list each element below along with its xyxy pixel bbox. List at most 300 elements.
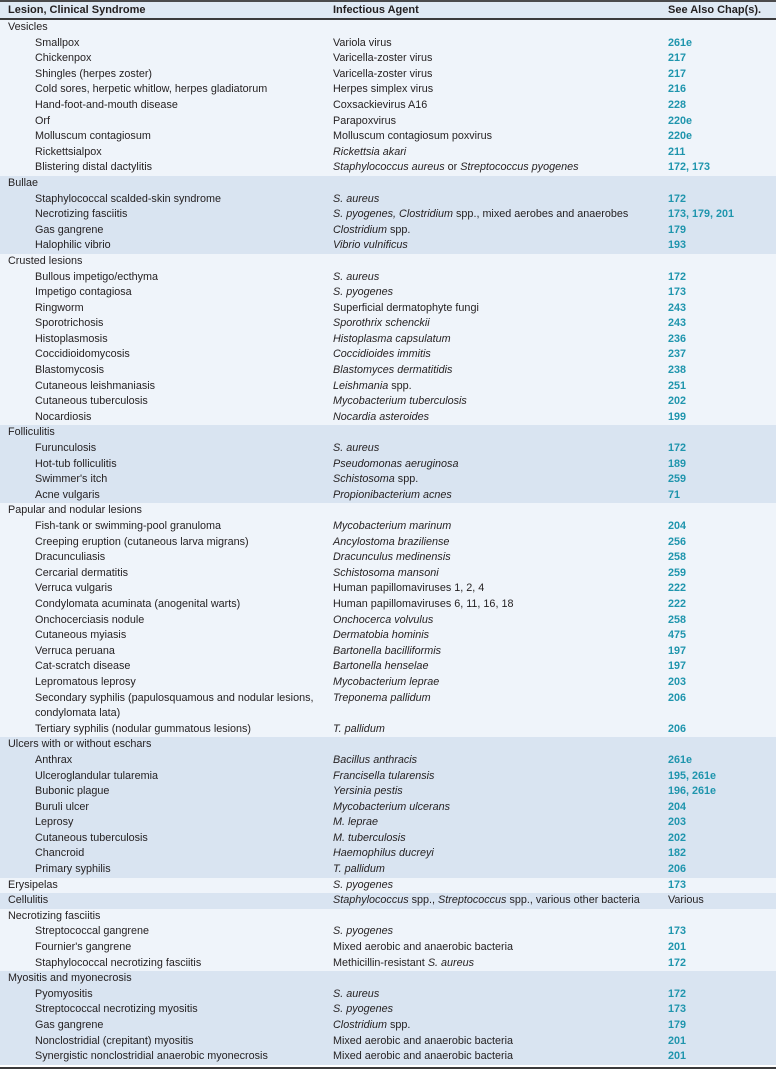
chapter-cell: 216: [668, 83, 687, 96]
section-header-row: [0, 737, 776, 753]
agent-name-roman: or: [444, 161, 461, 174]
table-row: [0, 831, 776, 847]
lesion-cell: Shingles (herpes zoster): [35, 67, 153, 80]
table-row: [0, 82, 776, 98]
section-header-row: [0, 878, 776, 894]
chapter-cell: 179: [668, 1019, 687, 1031]
agent-name-roman: Mixed aerobic and anaerobic bacteria: [333, 941, 514, 954]
chapter-cell: 203: [668, 675, 687, 688]
agent-cell: [333, 114, 668, 130]
lesion-cell: Molluscum contagiosum: [35, 130, 151, 143]
chapter-cell: 189: [668, 457, 687, 470]
agent-cell: [333, 129, 668, 145]
table-row: [0, 192, 776, 208]
agent-cell: [333, 566, 668, 582]
agent-cell: [333, 316, 668, 332]
agent-cell: [333, 1049, 668, 1065]
agent-cell: [333, 846, 668, 862]
agent-cell: [333, 675, 668, 691]
table-row: [0, 1049, 776, 1065]
chapter-cell: 202: [668, 395, 687, 408]
agent-cell: [333, 207, 668, 223]
agent-name-roman: spp.: [394, 473, 419, 486]
table-row: [0, 223, 776, 239]
section-header-row: [0, 176, 776, 192]
table-row: [0, 472, 776, 488]
lesion-cell: Crusted lesions: [8, 254, 83, 267]
chapter-cell: 259: [668, 566, 687, 579]
agent-name-roman: Varicella-zoster virus: [333, 52, 433, 65]
lesion-cell: Smallpox: [35, 36, 80, 49]
agent-cell: [333, 519, 668, 535]
table-row: [0, 800, 776, 816]
table-row: [0, 659, 776, 675]
agent-cell: [333, 722, 668, 738]
lesion-cell: Verruca peruana: [35, 644, 115, 657]
lesion-cell: Acne vulgaris: [35, 488, 100, 501]
lesion-cell: Impetigo contagiosa: [35, 286, 132, 299]
table-row: [0, 628, 776, 644]
chapter-cell: 195, 261e: [668, 769, 717, 782]
table-row: [0, 940, 776, 956]
agent-cell: [333, 67, 668, 83]
agent-name-italic: Clostridium: [333, 223, 387, 236]
agent-cell: [333, 535, 668, 551]
lesion-cell: Rickettsialpox: [35, 145, 102, 158]
chapter-cell: 217: [668, 52, 687, 65]
agent-name-italic: S. aureus: [333, 192, 380, 205]
lesion-cell: Buruli ulcer: [35, 800, 90, 813]
section-necrotizing-fasciitis: [0, 909, 776, 971]
agent-cell: [333, 940, 668, 956]
agent-cell: [333, 301, 668, 317]
lesion-cell: Anthrax: [35, 753, 73, 766]
chapter-cell: 201: [668, 1050, 687, 1063]
chapter-cell: 220e: [668, 130, 693, 143]
agent-name-italic: Schistosoma mansoni: [333, 566, 439, 579]
agent-cell: [333, 379, 668, 395]
agent-cell: [333, 987, 668, 1003]
agent-name-italic: Leishmania: [333, 379, 389, 392]
lesion-cell: Cold sores, herpetic whitlow, herpes gladiatorum: [35, 83, 268, 96]
lesion-cell: Coccidioidomycosis: [35, 348, 130, 361]
table-row: [0, 956, 776, 972]
chapter-cell: 204: [668, 800, 687, 813]
table-row: [0, 1018, 776, 1034]
agent-name-italic: S. aureus: [333, 987, 380, 1000]
chapter-cell: 197: [668, 660, 687, 673]
table-rows: [0, 20, 776, 1065]
agent-name-italic: Mycobacterium ulcerans: [333, 800, 451, 813]
agent-cell: [333, 644, 668, 660]
chapter-cell: 236: [668, 332, 687, 345]
agent-name-roman: Human papillomaviruses 1, 2, 4: [333, 582, 485, 595]
agent-name-italic: T. pallidum: [333, 863, 385, 876]
lesion-cell: Streptococcal gangrene: [35, 925, 150, 938]
section-header-row: [0, 503, 776, 519]
lesion-cell: Orf: [35, 114, 50, 127]
chapter-cell: 243: [668, 317, 687, 330]
agent-cell: [333, 285, 668, 301]
table-row: [0, 769, 776, 785]
chapter-cell: 220e: [668, 114, 693, 127]
agent-cell: [333, 347, 668, 363]
agent-cell: [333, 363, 668, 379]
agent-name-italic: S. pyogenes, Clostridium: [333, 208, 454, 221]
lesion-cell: Hand-foot-and-mouth disease: [35, 98, 178, 111]
table-row: [0, 379, 776, 395]
agent-cell: [333, 691, 668, 707]
lesion-cell: Histoplasmosis: [35, 332, 108, 345]
lesion-cell: Dracunculiasis: [35, 551, 106, 564]
lesion-cell: Bubonic plague: [35, 785, 110, 798]
lesion-cell: Cercarial dermatitis: [35, 566, 128, 579]
chapter-cell: 206: [668, 863, 687, 876]
agent-name-italic: S. aureus: [333, 270, 380, 283]
table-row: [0, 51, 776, 67]
section-ulcers-with-or-without-eschars: [0, 737, 776, 877]
chapter-cell: 217: [668, 67, 687, 80]
agent-name-italic: Mycobacterium tuberculosis: [333, 395, 467, 408]
lesion-cell: Papular and nodular lesions: [8, 504, 142, 517]
chapter-cell: 172: [668, 987, 687, 1000]
agent-name-roman: Variola virus: [333, 36, 392, 49]
agent-cell: [333, 332, 668, 348]
agent-name-italic: Mycobacterium marinum: [333, 520, 452, 532]
agent-cell: [333, 472, 668, 488]
table-row: [0, 363, 776, 379]
chapter-cell: 172: [668, 442, 687, 455]
chapter-cell: 199: [668, 410, 687, 423]
agent-name-roman: spp.: [387, 223, 411, 236]
agent-name-italic: M. leprae: [333, 816, 379, 829]
lesion-cell: Verruca vulgaris: [35, 582, 113, 595]
table-row: [0, 987, 776, 1003]
lesion-cell: Streptococcal necrotizing myositis: [35, 1003, 198, 1016]
agent-name-roman: Coxsackievirus A16: [333, 98, 428, 111]
table-row: [0, 566, 776, 582]
agent-name-italic: Treponema pallidum: [333, 691, 431, 704]
agent-name-italic: Clostridium: [333, 1019, 387, 1031]
lesion-cell: Tertiary syphilis (nodular gummatous lesions): [35, 722, 252, 735]
table-row: [0, 114, 776, 130]
agent-name-italic: T. pallidum: [333, 722, 385, 735]
table-row: [0, 457, 776, 473]
agent-cell: [333, 223, 668, 239]
agent-cell: [333, 160, 668, 176]
lesion-cell: Gas gangrene: [35, 1019, 104, 1031]
table-row: [0, 1002, 776, 1018]
agent-name-italic: S. pyogenes: [333, 878, 394, 891]
lesion-cell: Nocardiosis: [35, 410, 92, 423]
agent-cell: [333, 581, 668, 597]
agent-name-italic: Haemophilus ducreyi: [333, 847, 434, 860]
agent-cell: [333, 924, 668, 940]
chapter-cell: 173: [668, 878, 687, 891]
lesion-cell: Gas gangrene: [35, 223, 104, 236]
agent-name-roman: Parapoxvirus: [333, 114, 397, 127]
lesion-cell: Cutaneous tuberculosis: [35, 395, 148, 408]
chapter-cell: 222: [668, 582, 687, 595]
agent-name-italic: M. tuberculosis: [333, 831, 406, 844]
agent-name-roman: Molluscum contagiosum poxvirus: [333, 130, 493, 143]
chapter-cell: 251: [668, 379, 687, 392]
chapter-cell: 203: [668, 816, 687, 829]
agent-cell: [333, 769, 668, 785]
table-row: [0, 410, 776, 426]
agent-name-roman: Superficial dermatophyte fungi: [333, 301, 479, 314]
lesion-cell: Cat-scratch disease: [35, 660, 131, 673]
lesion-cell: Furunculosis: [35, 442, 97, 455]
table-row: [0, 862, 776, 878]
chapter-cell: 173, 179, 201: [668, 208, 735, 221]
header-lesion-column: Lesion, Clinical Syndrome: [8, 4, 146, 16]
agent-cell: [333, 1034, 668, 1050]
agent-name-roman: spp., mixed aerobes and anaerobes: [453, 208, 629, 221]
section-myositis-and-myonecrosis: [0, 971, 776, 1065]
lesion-cell: Vesicles: [8, 21, 48, 33]
lesion-cell: Staphylococcal necrotizing fasciitis: [35, 956, 202, 969]
section-papular-and-nodular-lesions: [0, 503, 776, 737]
table-row: [0, 347, 776, 363]
lesion-cell: Hot-tub folliculitis: [35, 457, 117, 470]
chapter-cell: 259: [668, 473, 687, 486]
chapter-cell: 196, 261e: [668, 785, 717, 798]
table-row: [0, 924, 776, 940]
agent-cell: [333, 800, 668, 816]
agent-name-italic: S. aureus: [333, 442, 380, 455]
agent-name-italic: Onchocerca volvulus: [333, 613, 434, 626]
chapter-cell: 243: [668, 301, 687, 314]
agent-name-italic: S. pyogenes: [333, 925, 394, 938]
agent-cell: [333, 145, 668, 161]
chapter-cell: 261e: [668, 753, 693, 766]
table-header-row: [0, 0, 776, 20]
lesion-cell: Cutaneous leishmaniasis: [35, 379, 156, 392]
agent-name-italic: Sporothrix schenckii: [333, 317, 430, 330]
agent-cell: [333, 628, 668, 644]
table-row: [0, 441, 776, 457]
chapter-cell: 256: [668, 535, 687, 548]
agent-name-roman: spp.: [388, 379, 412, 392]
agent-cell: [333, 1002, 668, 1018]
agent-cell: [333, 410, 668, 426]
agent-name-italic: Dermatobia hominis: [333, 629, 430, 642]
section-erysipelas: [0, 878, 776, 894]
chapter-cell: 258: [668, 613, 687, 626]
table-row: [0, 784, 776, 800]
table-row: [0, 488, 776, 504]
chapter-cell: 201: [668, 941, 687, 954]
lesion-cell: Ulceroglandular tularemia: [35, 769, 159, 782]
lesion-cell: Lepromatous leprosy: [35, 675, 136, 688]
chapter-cell: 206: [668, 691, 687, 704]
agent-name-italic: Pseudomonas aeruginosa: [333, 457, 459, 470]
table-row: [0, 238, 776, 254]
lesion-cell: Fournier's gangrene: [35, 941, 132, 954]
lesion-cell: Fish-tank or swimming-pool granuloma: [35, 520, 222, 532]
agent-name-italic: S. pyogenes: [333, 286, 394, 299]
table-row: [0, 519, 776, 535]
chapter-cell: 197: [668, 644, 687, 657]
lesion-cell: Leprosy: [35, 816, 74, 829]
chapter-cell: 173: [668, 286, 687, 299]
chapter-cell: 172: [668, 270, 687, 283]
lesion-cell: Cutaneous myiasis: [35, 629, 127, 642]
section-vesicles: [0, 20, 776, 176]
agent-cell: [333, 36, 668, 52]
agent-cell: [333, 1018, 668, 1034]
lesion-cell: Halophilic vibrio: [35, 239, 111, 252]
lesion-cell: Myositis and myonecrosis: [8, 972, 132, 985]
lesion-cell: Cutaneous tuberculosis: [35, 831, 148, 844]
chapter-cell: 202: [668, 831, 687, 844]
lesion-cell: Necrotizing fasciitis: [8, 909, 101, 922]
chapter-cell: 238: [668, 364, 687, 377]
agent-cell: [333, 51, 668, 67]
table-row: [0, 550, 776, 566]
agent-name-roman: spp.: [387, 1019, 411, 1031]
agent-name-italic: Francisella tularensis: [333, 769, 435, 782]
section-header-row: [0, 425, 776, 441]
section-folliculitis: [0, 425, 776, 503]
table-row: [0, 613, 776, 629]
chapter-cell: Various: [668, 894, 704, 907]
agent-name-italic: Blastomyces dermatitidis: [333, 364, 453, 377]
section-header-row: [0, 909, 776, 925]
lesion-cell: Sporotrichosis: [35, 317, 104, 330]
agent-name-italic: Streptococcus pyogenes: [460, 161, 579, 174]
table-row: [0, 285, 776, 301]
agent-cell: [333, 457, 668, 473]
agent-name-italic: Mycobacterium leprae: [333, 675, 440, 688]
agent-cell: [333, 488, 668, 504]
agent-cell: [333, 784, 668, 800]
table-row: [0, 597, 776, 613]
agent-cell: [333, 192, 668, 208]
table-row: [0, 98, 776, 114]
lesion-cell: Bullous impetigo/ecthyma: [35, 270, 159, 283]
lesion-cell: Ringworm: [35, 301, 84, 314]
lesion-cell: Bullae: [8, 176, 39, 189]
agent-name-italic: Ancylostoma braziliense: [333, 535, 450, 548]
agent-name-italic: Vibrio vulnificus: [333, 239, 408, 252]
lesion-cell: Onchocerciasis nodule: [35, 613, 145, 626]
agent-name-roman: Mixed aerobic and anaerobic bacteria: [333, 1034, 514, 1047]
lesion-cell: Ulcers with or without eschars: [8, 738, 152, 751]
agent-cell: [333, 659, 668, 675]
section-bullae: [0, 176, 776, 254]
agent-cell: [333, 831, 668, 847]
chapter-cell: 172: [668, 956, 687, 969]
table-row: [0, 846, 776, 862]
lesion-cell: Condylomata acuminata (anogenital warts): [35, 597, 241, 610]
lesion-cell: Nonclostridial (crepitant) myositis: [35, 1034, 194, 1047]
agent-name-roman: Human papillomaviruses 6, 11, 16, 18: [333, 597, 514, 610]
agent-name-roman: Herpes simplex virus: [333, 83, 434, 96]
chapter-cell: 179: [668, 223, 687, 236]
header-agent-column: Infectious Agent: [333, 4, 419, 16]
chapter-cell: 261e: [668, 36, 693, 49]
table-row: [0, 270, 776, 286]
agent-name-italic: Rickettsia akari: [333, 145, 407, 158]
agent-name-italic: Dracunculus medinensis: [333, 551, 451, 564]
lesion-cell: Secondary syphilis (papulosquamous and nodular lesions, condylomata lata): [35, 691, 314, 720]
lesion-cell: Primary syphilis: [35, 863, 111, 876]
lesion-cell: Pyomyositis: [35, 987, 93, 1000]
agent-name-italic: Bacillus anthracis: [333, 753, 418, 766]
lesion-cell: Folliculitis: [8, 426, 55, 439]
table-row: [0, 644, 776, 660]
section-crusted-lesions: [0, 254, 776, 426]
agent-cell: [333, 238, 668, 254]
chapter-cell: 193: [668, 239, 687, 252]
agent-cell: [333, 98, 668, 114]
agent-cell: [333, 597, 668, 613]
lesion-cell: Chancroid: [35, 847, 85, 860]
section-cellulitis: [0, 893, 776, 909]
lesion-cell: Staphylococcal scalded-skin syndrome: [35, 192, 222, 205]
agent-cell: [333, 394, 668, 410]
agent-name-italic: Bartonella henselae: [333, 660, 429, 673]
chapter-cell: 173: [668, 1003, 687, 1016]
agent-name-italic: S. aureus: [427, 956, 475, 969]
table-row: [0, 316, 776, 332]
chapter-cell: 475: [668, 629, 687, 642]
agent-name-roman: Mixed aerobic and anaerobic bacteria: [333, 1050, 514, 1063]
chapter-cell: 228: [668, 98, 687, 111]
section-header-row: [0, 893, 776, 909]
agent-name-italic: Coccidioides immitis: [333, 348, 431, 361]
lesion-cell: Chickenpox: [35, 52, 92, 65]
agent-name-roman: Methicillin-resistant: [333, 956, 428, 969]
table-row: [0, 815, 776, 831]
agent-cell: [333, 753, 668, 769]
agent-name-italic: Histoplasma capsulatum: [333, 332, 451, 345]
table-row: [0, 691, 776, 722]
table-row: [0, 301, 776, 317]
section-header-row: [0, 971, 776, 987]
agent-name-italic: Streptococcus: [438, 894, 507, 907]
lesion-cell: Necrotizing fasciitis: [35, 208, 128, 221]
table-row: [0, 145, 776, 161]
table-row: [0, 753, 776, 769]
table-row: [0, 1034, 776, 1050]
agent-cell: [333, 82, 668, 98]
chapter-cell: 222: [668, 597, 687, 610]
agent-cell: [333, 878, 668, 894]
agent-name-italic: Yersinia pestis: [333, 785, 403, 798]
chapter-cell: 211: [668, 145, 686, 158]
chapter-cell: 258: [668, 551, 687, 564]
lesion-cell: Blistering distal dactylitis: [35, 161, 153, 174]
agent-cell: [333, 815, 668, 831]
agent-cell: [333, 270, 668, 286]
table-row: [0, 722, 776, 738]
table-row: [0, 394, 776, 410]
chapter-cell: 206: [668, 722, 687, 735]
table-row: [0, 67, 776, 83]
chapter-cell: 71: [668, 488, 681, 501]
agent-name-roman: spp.,: [408, 894, 439, 907]
agent-name-italic: S. pyogenes: [333, 1003, 394, 1016]
agent-cell: [333, 441, 668, 457]
agent-name-italic: Staphylococcus aureus: [333, 161, 445, 174]
lesion-cell: Erysipelas: [8, 878, 58, 891]
chapter-cell: 201: [668, 1034, 687, 1047]
agent-name-italic: Nocardia asteroides: [333, 410, 430, 423]
chapter-cell: 204: [668, 520, 687, 532]
